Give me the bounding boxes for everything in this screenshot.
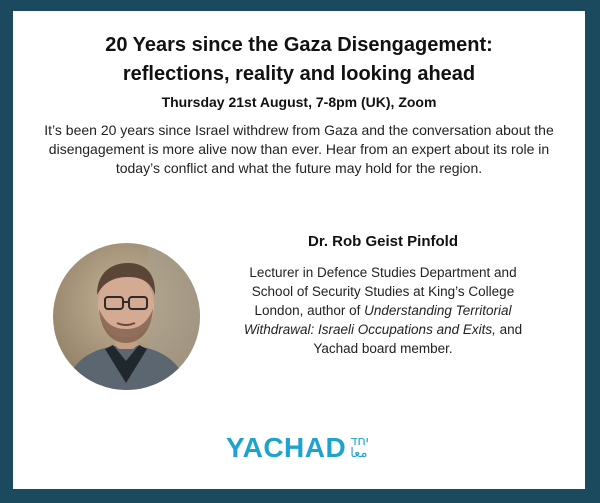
event-title-line-1: 20 Years since the Gaza Disengagement: <box>105 34 493 56</box>
event-date: Thursday 21st August, 7-8pm (UK), Zoom <box>161 94 437 110</box>
speaker-portrait-icon <box>53 243 200 390</box>
event-title <box>13 31 585 89</box>
yachad-logo <box>226 429 376 467</box>
logo-arabic: معا <box>350 446 368 461</box>
speaker-bio-outro: and Yachad board member. <box>313 322 523 356</box>
event-description: It’s been 20 years since Israel withdrew from Gaza and the conversation about the disengagement is more alive now than ever. Hear from an expert about its role in today’s conflict and what the future may hold for the region. <box>44 122 554 176</box>
logo-wordmark: YACHAD <box>226 432 347 463</box>
poster-card <box>13 11 585 489</box>
speaker-book-title: Understanding Territorial Withdrawal: Israeli Occupations and Exits, <box>243 303 512 337</box>
speaker-name: Dr. Rob Geist Pinfold <box>307 233 458 250</box>
speaker-bio-intro: Lecturer in Defence Studies Department and School of Security Studies at King’s College London, author of <box>249 265 517 318</box>
speaker-bio <box>238 263 528 358</box>
logo-script-mark <box>350 436 369 460</box>
event-title-line-2: reflections, reality and looking ahead <box>122 63 476 85</box>
logo-hebrew: יחד <box>350 434 369 449</box>
speaker-photo <box>53 243 200 390</box>
